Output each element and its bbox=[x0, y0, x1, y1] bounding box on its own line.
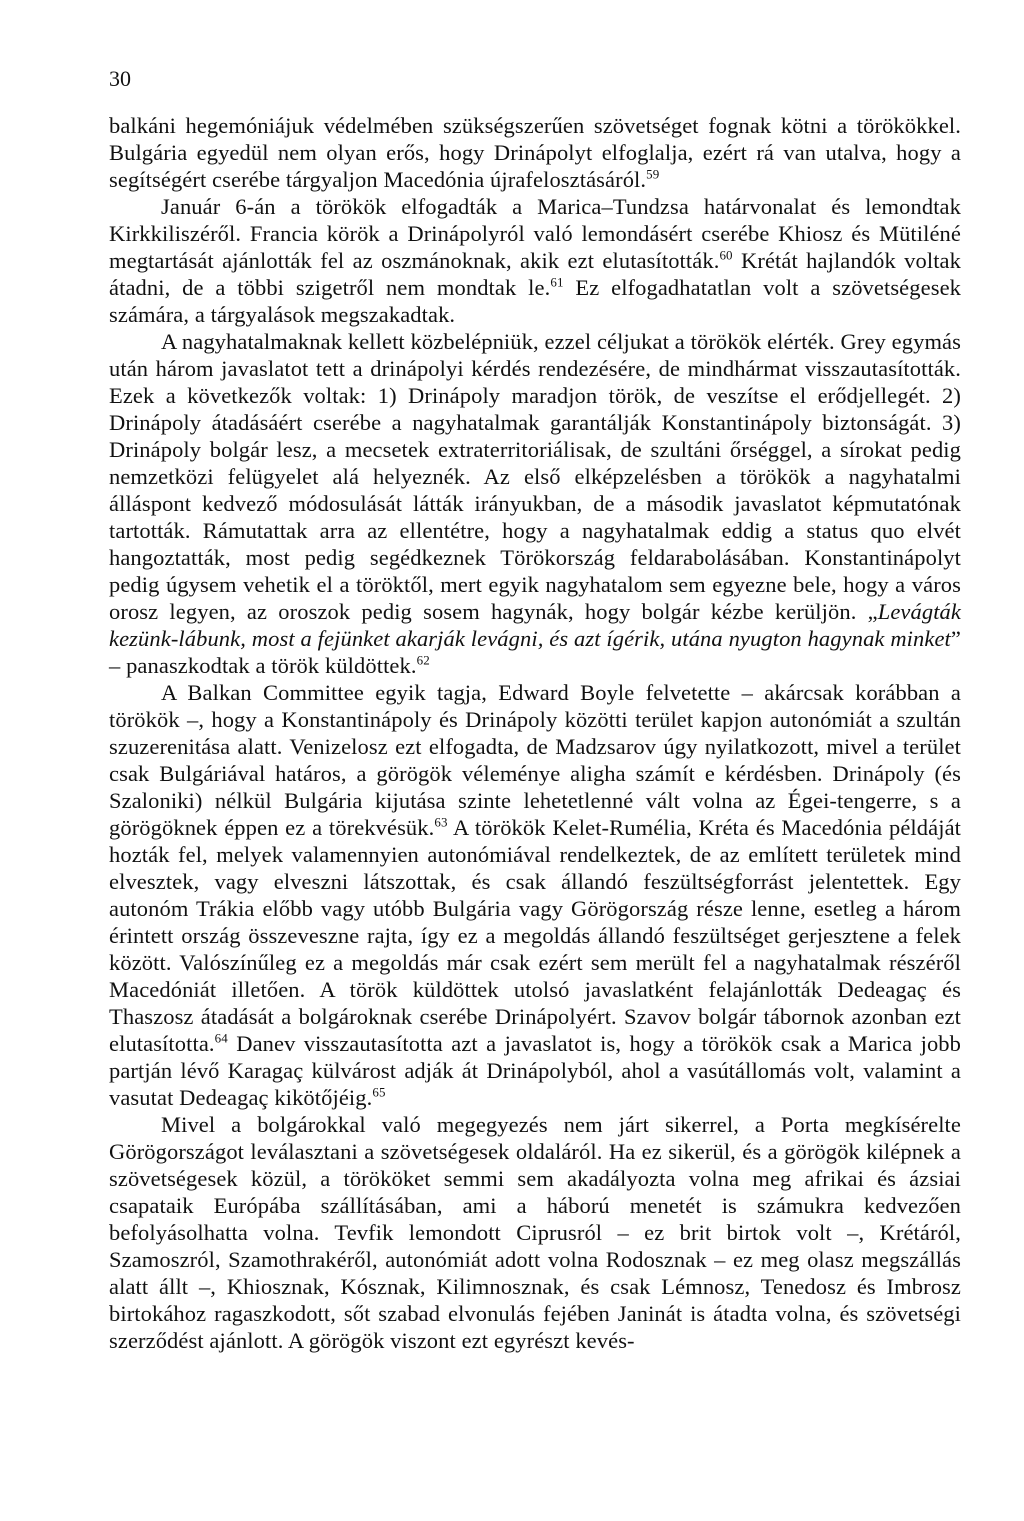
text-run: Danev visszautasította azt a javaslatot is, hogy a törökök csak a Marica jobb partján lévő Karagaç külvárost adják át Drinápolyból, ahol a vasútállomás volt, valamint a vasutat Dedeagaç kikötőjéig. bbox=[109, 1031, 961, 1110]
text-run: A törökök Kelet-Rumélia, Kréta és Macedónia példáját hozták fel, melyek valamennyien autonómiával rendelkeztek, de az említett területek mind elvesztek, vagy elveszni látszottak, és csak állandó feszültségforrást jelentettek. Egy autonóm Trákia előbb vagy utóbb Bulgária vagy Görögország része lenne, esetleg a három érintett ország összeveszne rajta, így ez a megoldás állandó feszültséget gerjesztene a felek között. Valószínűleg ez a megoldás már csak ezért sem merült fel a nagyhatalmak részéről Macedóniát illetően. A török küldöttek utolsó javaslatként felajánlották Dedeagaç és Thaszosz átadását a bolgároknak cserébe Drinápolyért. Szavov bolgár tábornok azonban ezt elutasította. bbox=[109, 815, 962, 1056]
footnote-ref: 65 bbox=[372, 1084, 386, 1100]
paragraph bbox=[109, 1111, 961, 1354]
paragraph bbox=[109, 328, 961, 679]
paragraph bbox=[109, 679, 961, 1111]
paragraph bbox=[109, 193, 961, 328]
page-number: 30 bbox=[109, 66, 131, 91]
footnote-ref: 63 bbox=[434, 814, 448, 830]
footnote-ref: 60 bbox=[719, 247, 733, 263]
text-run: balkáni hegemóniájuk védelmében szükségszerűen szövetséget fognak kötni a törökökkel. Bulgária egyedül nem olyan erős, hogy Drinápolyt elfoglalja, ezért rá van utalva, hogy a segítségért cserébe tárgyaljon Macedónia újrafelosztásáról. bbox=[109, 113, 961, 192]
text-run: Mivel a bolgárokkal való megegyezés nem járt sikerrel, a Porta megkísérelte Görögországot leválasztani a szövetségesek oldaláról. Ha ez sikerül, és a görögök kilépnek a szövetségesek közül, a törököket semmi sem akadályozta volna meg afrikai és ázsiai csapataik Európába szállításában, ami a háború menetét is számukra kedvezően befolyásolhatta volna. Tevfik lemondott Ciprusról – ez brit birtok volt –, Krétáról, Szamoszról, Szamothrakéről, autonómiát adott volna Rodosznak – ez meg olasz megszállás alatt állt –, Khiosznak, Kósznak, Kilimnosznak, és csak Lémnosz, Tenedosz és Imbrosz birtokához ragaszkodott, sőt szabad elvonulás fejében Janinát is átadta volna, és szövetségi szerződést ajánlott. A görögök viszont ezt egyrészt kevés- bbox=[109, 1112, 961, 1353]
italic-quote: Levágták kezünk-lábunk, most a fejünket akarják levágni, és azt ígérik, utána nyugton hagynak minket bbox=[109, 599, 961, 651]
text-run: Krétát hajlandók voltak átadni, de a többi szigetről nem mondtak le. bbox=[109, 248, 961, 300]
text-run: Ez elfogadhatatlan volt a szövetségesek számára, a tárgyalások megszakadtak. bbox=[109, 275, 961, 327]
footnote-ref: 61 bbox=[550, 274, 564, 290]
text-run: A Balkan Committee egyik tagja, Edward Boyle felvetette – akárcsak korábban a törökök –, hogy a Konstantinápoly és Drinápoly közötti terület kapjon autonómiát a szultán szuzerenitása alatt. Venizelosz ezt elfogadta, de Madzsarov úgy nyilatkozott, mivel a terület csak Bulgáriával határos, a görögök véleménye aligha számít e kérdésben. Drinápoly (és Szaloniki) nélkül Bulgária kijutása szinte lehetetlenné vált volna az Égei-tengerre, s a görögöknek éppen ez a törekvésük. bbox=[109, 680, 961, 840]
paragraph bbox=[109, 112, 961, 193]
text-run: A nagyhatalmaknak kellett közbelépniük, ezzel céljukat a törökök elérték. Grey egymás után három javaslatot tett a drinápolyi kérdés rendezésére, de mindhármat visszautasították. Ezek a következők voltak: 1) Drinápoly maradjon török, de veszítse el erődjellegét. 2) Drinápoly átadásáért cserébe a nagyhatalmak garantálják Konstantinápoly biztonságát. 3) Drinápoly bolgár lesz, a mecsetek extraterritoriálisak, de szultáni őrséggel, a sírokat pedig nemzetközi felügyelet alá helyeznék. Az első elképzelésben a törökök a nagyhatalmi álláspont kedvező módosulását látták irányukban, de a második javaslatot képmutatónak tartották. Rámutattak arra az ellentétre, hogy a nagyhatalmak eddig a status quo elvét hangoztatták, most pedig segédkeznek Törökország feldarabolásában. Konstantinápolyt pedig úgysem vehetik el a töröktől, mert egyik nagyhatalom sem egyezne bele, hogy a város orosz legyen, az oroszok pedig sosem hagynák, hogy bolgár kézbe kerüljön. „ bbox=[109, 329, 961, 624]
text-run: ” – panaszkodtak a török küldöttek. bbox=[109, 626, 961, 678]
text-run: Január 6-án a törökök elfogadták a Marica–Tundzsa határvonalat és lemondtak Kirkkiliszéről. Francia körök a Drinápolyról való lemondásért cserébe Khiosz és Mütiléné megtartását ajánlották fel az oszmánoknak, akik ezt elutasították. bbox=[109, 194, 961, 273]
footnote-ref: 64 bbox=[214, 1030, 228, 1046]
body-text bbox=[109, 112, 961, 1354]
footnote-ref: 59 bbox=[646, 166, 660, 182]
footnote-ref: 62 bbox=[416, 652, 430, 668]
